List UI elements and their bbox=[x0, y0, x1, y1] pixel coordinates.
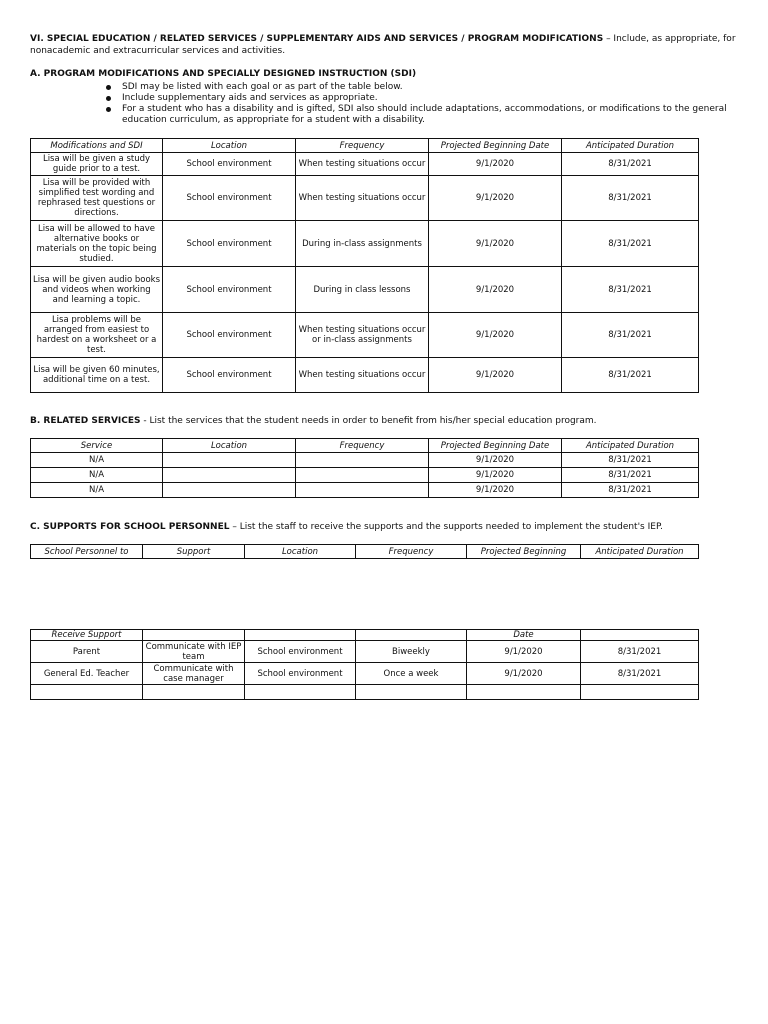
table-cell: School environment bbox=[163, 313, 296, 358]
table-row bbox=[31, 641, 699, 663]
table-cell: When testing situations occur bbox=[296, 153, 429, 176]
table-cell: Lisa will be given 60 minutes, additional time on a test. bbox=[31, 358, 163, 393]
table-cell: Communicate with case manager bbox=[143, 663, 245, 685]
table-cell bbox=[163, 483, 296, 498]
table-cell: 9/1/2020 bbox=[429, 468, 562, 483]
table-cell: 8/31/2021 bbox=[562, 468, 699, 483]
section-6-heading-bold: VI. SPECIAL EDUCATION / RELATED SERVICES / SUPPLEMENTARY AIDS AND SERVICES / PROGRAM MODIFICATIONS bbox=[30, 34, 604, 44]
table-row bbox=[31, 685, 699, 700]
col-header: Frequency bbox=[296, 439, 429, 453]
section-b-title-bold: B. RELATED SERVICES bbox=[30, 416, 141, 426]
table-cell: 8/31/2021 bbox=[562, 453, 699, 468]
sdi-table bbox=[30, 138, 699, 393]
table-cell: 8/31/2021 bbox=[581, 663, 699, 685]
table-cell: 9/1/2020 bbox=[429, 221, 562, 267]
table-cell: Parent bbox=[31, 641, 143, 663]
table-cell bbox=[581, 685, 699, 700]
section-a-title-text: A. PROGRAM MODIFICATIONS AND SPECIALLY DESIGNED INSTRUCTION (SDI) bbox=[30, 69, 417, 79]
table-row bbox=[31, 176, 699, 221]
col-header bbox=[581, 630, 699, 641]
table-cell: Lisa will be given audio books and videos when working and learning a topic. bbox=[31, 267, 163, 313]
table-cell bbox=[467, 685, 581, 700]
table-cell: School environment bbox=[163, 358, 296, 393]
col-header: Service bbox=[31, 439, 163, 453]
col-header: Frequency bbox=[356, 545, 467, 559]
table-row bbox=[31, 221, 699, 267]
table-cell bbox=[163, 468, 296, 483]
col-header: Projected Beginning bbox=[467, 545, 581, 559]
related-services-table bbox=[30, 438, 699, 498]
bullet-item: For a student who has a disability and is gifted, SDI also should include adaptations, accommodations, or modifications to the general education curriculum, as appropriate for a student with a disability. bbox=[122, 104, 738, 126]
col-header: Modifications and SDI bbox=[31, 139, 163, 153]
table-cell: 8/31/2021 bbox=[562, 176, 699, 221]
table-row bbox=[31, 453, 699, 468]
table-cell: N/A bbox=[31, 453, 163, 468]
table-header-row bbox=[31, 139, 699, 153]
table-cell: N/A bbox=[31, 483, 163, 498]
col-header: Location bbox=[245, 545, 356, 559]
table-row bbox=[31, 468, 699, 483]
section-a-bullets bbox=[30, 82, 738, 126]
table-cell: 9/1/2020 bbox=[429, 358, 562, 393]
col-header: School Personnel to bbox=[31, 545, 143, 559]
section-b-title-rest: - List the services that the student needs in order to benefit from his/her special education program. bbox=[140, 416, 597, 426]
table-cell: 9/1/2020 bbox=[429, 153, 562, 176]
section-a-title bbox=[30, 68, 738, 80]
table-cell: 8/31/2021 bbox=[562, 358, 699, 393]
table-row bbox=[31, 153, 699, 176]
table-cell: When testing situations occur bbox=[296, 358, 429, 393]
table-cell: N/A bbox=[31, 468, 163, 483]
col-header: Location bbox=[163, 139, 296, 153]
table-cell: 9/1/2020 bbox=[429, 453, 562, 468]
section-6-heading bbox=[30, 33, 738, 57]
col-header: Support bbox=[143, 545, 245, 559]
table-cell: 8/31/2021 bbox=[562, 483, 699, 498]
table-cell: 9/1/2020 bbox=[429, 483, 562, 498]
table-cell bbox=[296, 453, 429, 468]
col-header: Anticipated Duration bbox=[562, 439, 699, 453]
table-cell bbox=[143, 685, 245, 700]
table-cell: 8/31/2021 bbox=[562, 153, 699, 176]
personnel-supports-header-table bbox=[30, 544, 699, 559]
table-cell: 8/31/2021 bbox=[581, 641, 699, 663]
table-cell bbox=[163, 453, 296, 468]
table-cell: 9/1/2020 bbox=[429, 267, 562, 313]
table-cell: Once a week bbox=[356, 663, 467, 685]
bullet-item: Include supplementary aids and services as appropriate. bbox=[122, 93, 738, 104]
personnel-supports-table bbox=[30, 629, 699, 700]
table-cell: 8/31/2021 bbox=[562, 313, 699, 358]
iep-page bbox=[30, 33, 738, 684]
table-cell: School environment bbox=[163, 153, 296, 176]
table-cell: 8/31/2021 bbox=[562, 221, 699, 267]
table-cell: 9/1/2020 bbox=[429, 176, 562, 221]
col-header: Projected Beginning Date bbox=[429, 439, 562, 453]
col-header: Location bbox=[163, 439, 296, 453]
col-header: Frequency bbox=[296, 139, 429, 153]
table-cell: Lisa will be provided with simplified test wording and rephrased test questions or directions. bbox=[31, 176, 163, 221]
col-header: Anticipated Duration bbox=[562, 139, 699, 153]
table-cell: School environment bbox=[163, 267, 296, 313]
table-cell: Communicate with IEP team bbox=[143, 641, 245, 663]
table-cell: 9/1/2020 bbox=[429, 313, 562, 358]
col-header bbox=[356, 630, 467, 641]
table-row bbox=[31, 313, 699, 358]
section-c-title bbox=[30, 521, 663, 533]
col-header bbox=[143, 630, 245, 641]
table-cell: 9/1/2020 bbox=[467, 663, 581, 685]
col-header: Anticipated Duration bbox=[581, 545, 699, 559]
table-cell: School environment bbox=[163, 221, 296, 267]
section-6-heading-rest: – Include, as appropriate, for nonacademic and extracurricular services and activities. bbox=[30, 34, 736, 56]
table-cell: 8/31/2021 bbox=[562, 267, 699, 313]
table-cell: During in class lessons bbox=[296, 267, 429, 313]
table-header-row bbox=[31, 630, 699, 641]
table-cell: School environment bbox=[245, 641, 356, 663]
table-cell: During in-class assignments bbox=[296, 221, 429, 267]
table-cell: Biweekly bbox=[356, 641, 467, 663]
table-header-row bbox=[31, 545, 699, 559]
table-cell: When testing situations occur bbox=[296, 176, 429, 221]
bullet-item: SDI may be listed with each goal or as part of the table below. bbox=[122, 82, 738, 93]
section-c-title-rest: – List the staff to receive the supports and the supports needed to implement the student's IEP. bbox=[229, 522, 663, 532]
col-header: Receive Support bbox=[31, 630, 143, 641]
table-row bbox=[31, 358, 699, 393]
table-cell bbox=[296, 483, 429, 498]
section-c-title-bold: C. SUPPORTS FOR SCHOOL PERSONNEL bbox=[30, 522, 230, 532]
section-b-title bbox=[30, 415, 597, 427]
table-cell: School environment bbox=[163, 176, 296, 221]
table-header-row bbox=[31, 439, 699, 453]
table-cell bbox=[31, 685, 143, 700]
col-header: Date bbox=[467, 630, 581, 641]
table-row bbox=[31, 483, 699, 498]
table-cell: School environment bbox=[245, 663, 356, 685]
col-header bbox=[245, 630, 356, 641]
table-cell: Lisa will be given a study guide prior to a test. bbox=[31, 153, 163, 176]
table-cell: Lisa problems will be arranged from easiest to hardest on a worksheet or a test. bbox=[31, 313, 163, 358]
table-cell: Lisa will be allowed to have alternative books or materials on the topic being studied. bbox=[31, 221, 163, 267]
table-row bbox=[31, 663, 699, 685]
table-cell: When testing situations occur or in-class assignments bbox=[296, 313, 429, 358]
table-cell bbox=[356, 685, 467, 700]
col-header: Projected Beginning Date bbox=[429, 139, 562, 153]
table-cell: 9/1/2020 bbox=[467, 641, 581, 663]
table-cell bbox=[245, 685, 356, 700]
table-row bbox=[31, 267, 699, 313]
table-cell bbox=[296, 468, 429, 483]
table-cell: General Ed. Teacher bbox=[31, 663, 143, 685]
